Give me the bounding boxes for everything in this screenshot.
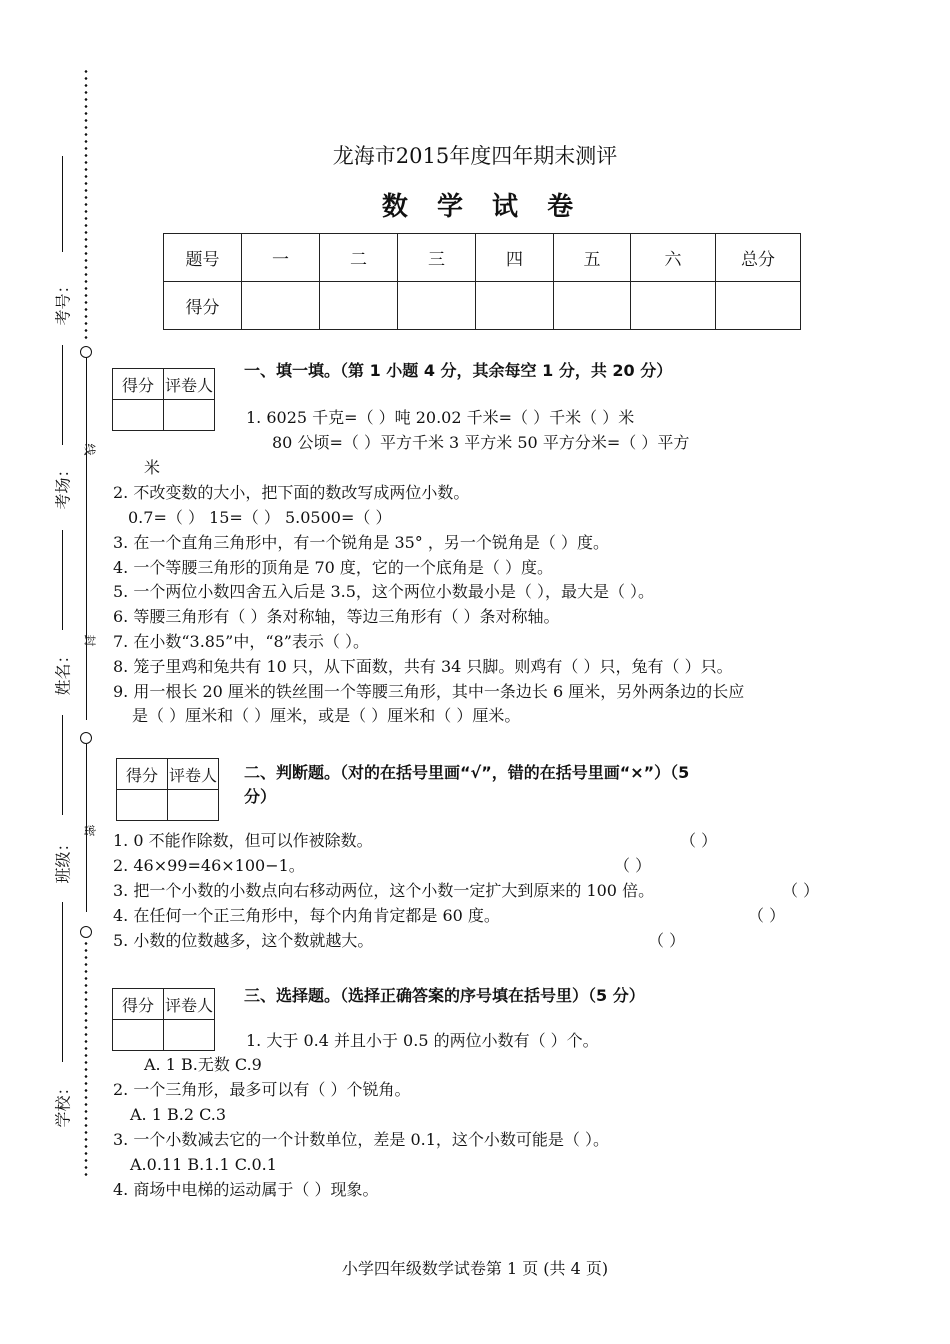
score-field[interactable] (242, 282, 320, 330)
table-row (164, 234, 801, 282)
question-line: 5. 一个两位小数四舍五入后是 3.5，这个两位小数最小是（ ），最大是（ ）。 (113, 582, 655, 601)
field-line (62, 902, 63, 1062)
score-field[interactable] (476, 282, 554, 330)
grader-score-field[interactable] (113, 400, 164, 431)
section-2-heading: 二、判断题。（对的在括号里画“√”，错的在括号里画“×”）（5 (244, 763, 690, 782)
answer-options: A. 1 B.2 C.3 (130, 1105, 227, 1124)
question-line: 7. 在小数“3.85”中，“8”表示（ ）。 (113, 632, 369, 651)
judge-bracket[interactable]: （ ） (680, 831, 718, 850)
section-3-heading: 三、选择题。（选择正确答案的序号填在括号里）（5 分） (244, 986, 645, 1005)
judge-bracket[interactable]: （ ） (782, 881, 820, 900)
question-line: 是（ ）厘米和（ ）厘米，或是（ ）厘米和（ ）厘米。 (132, 706, 521, 725)
table-cell: 题号 (164, 234, 242, 282)
table-cell: 二 (320, 234, 398, 282)
score-field[interactable] (554, 282, 631, 330)
table-cell: 得分 (164, 282, 242, 330)
field-line (62, 530, 63, 630)
judge-item: 5. 小数的位数越多，这个数就越大。 (113, 931, 374, 950)
grader-score-label: 得分 (113, 989, 164, 1020)
school-label: 学校： (53, 1079, 73, 1128)
exam-title: 龙海市2015年度四年期末测评 (332, 144, 618, 168)
judge-item: 3. 把一个小数的小数点向右移动两位，这个小数一定扩大到原来的 100 倍。 (113, 881, 655, 900)
section-1-heading: 一、填一填。（第 1 小题 4 分，其余每空 1 分，共 20 分） (244, 361, 673, 380)
score-field[interactable] (398, 282, 476, 330)
judge-item: 1. 0 不能作除数，但可以作被除数。 (113, 831, 373, 850)
section-2-heading-cont: 分） (244, 787, 277, 806)
question-line: 4. 商场中电梯的运动属于（ ）现象。 (113, 1180, 379, 1199)
judge-item: 2. 46×99=46×100−1。 (113, 856, 305, 875)
table-cell: 六 (631, 234, 716, 282)
exam-subtitle: 数 学 试 卷 (381, 192, 584, 222)
score-field[interactable] (716, 282, 801, 330)
grader-label: 评卷人 (168, 759, 219, 790)
page-footer: 小学四年级数学试卷第 1 页 (共 4 页) (341, 1259, 609, 1278)
question-line: 4. 一个等腰三角形的顶角是 70 度，它的一个底角是（ ）度。 (113, 558, 553, 577)
exam-number-label: 考号： (53, 277, 73, 326)
binding-line (86, 352, 87, 720)
grader-box (112, 368, 215, 431)
seal-char-feng: 封 (82, 634, 97, 647)
question-line: 9. 用一根长 20 厘米的铁丝围一个等腰三角形，其中一条边长 6 厘米，另外两条边的长应 (113, 682, 745, 701)
grader-score-label: 得分 (117, 759, 168, 790)
table-cell: 总分 (716, 234, 801, 282)
binding-hole (80, 732, 92, 744)
grader-box (116, 758, 219, 821)
grader-box (112, 988, 215, 1051)
binding-hole (80, 926, 92, 938)
question-line: 米 (144, 458, 161, 477)
grader-field[interactable] (164, 400, 215, 431)
grader-field[interactable] (168, 790, 219, 821)
judge-item: 4. 在任何一个正三角形中，每个内角肯定都是 60 度。 (113, 906, 500, 925)
question-line: 3. 一个小数减去它的一个计数单位，差是 0.1，这个小数可能是（ ）。 (113, 1130, 609, 1149)
class-label: 班级： (53, 835, 73, 884)
question-line: 8. 笼子里鸡和兔共有 10 只，从下面数，共有 34 只脚。则鸡有（ ）只，兔有（ ）只。 (113, 657, 733, 676)
grader-score-field[interactable] (117, 790, 168, 821)
answer-options: A. 1 B.无数 C.9 (144, 1055, 262, 1074)
question-line: 80 公顷=（ ）平方千米 3 平方米 50 平方分米=（ ）平方 (272, 433, 690, 452)
grader-label: 评卷人 (164, 369, 215, 400)
exam-room-label: 考场： (53, 461, 73, 510)
score-field[interactable] (631, 282, 716, 330)
name-label: 姓名： (53, 647, 73, 696)
question-line: 2. 不改变数的大小，把下面的数改写成两位小数。 (113, 483, 470, 502)
question-line: 2. 一个三角形，最多可以有（ ）个锐角。 (113, 1080, 411, 1099)
grader-score-label: 得分 (113, 369, 164, 400)
judge-bracket[interactable]: （ ） (748, 906, 786, 925)
grader-label: 评卷人 (164, 989, 215, 1020)
question-line: 6. 等腰三角形有（ ）条对称轴，等边三角形有（ ）条对称轴。 (113, 607, 560, 626)
answer-options: A.0.11 B.1.1 C.0.1 (130, 1155, 277, 1174)
table-cell: 五 (554, 234, 631, 282)
question-line: 0.7=（ ） 15=（ ） 5.0500=（ ） (128, 508, 392, 527)
table-row (164, 282, 801, 330)
field-line (62, 345, 63, 445)
judge-bracket[interactable]: （ ） (614, 856, 652, 875)
grader-field[interactable] (164, 1020, 215, 1051)
seal-char-mi: 密 (82, 824, 97, 837)
score-table (163, 233, 801, 330)
field-line (62, 715, 63, 815)
judge-bracket[interactable]: （ ） (648, 931, 686, 950)
table-cell: 三 (398, 234, 476, 282)
table-cell: 四 (476, 234, 554, 282)
question-line: 1. 大于 0.4 并且小于 0.5 的两位小数有（ ）个。 (246, 1031, 599, 1050)
question-line: 3. 在一个直角三角形中，有一个锐角是 35° ，另一个锐角是（ ）度。 (113, 533, 609, 552)
table-cell: 一 (242, 234, 320, 282)
grader-score-field[interactable] (113, 1020, 164, 1051)
seal-char-xian: 线 (82, 443, 97, 456)
score-field[interactable] (320, 282, 398, 330)
binding-dotted-line (84, 940, 88, 1180)
question-line: 1. 6025 千克=（ ）吨 20.02 千米=（ ）千米（ ）米 (246, 408, 635, 427)
binding-hole (80, 346, 92, 358)
